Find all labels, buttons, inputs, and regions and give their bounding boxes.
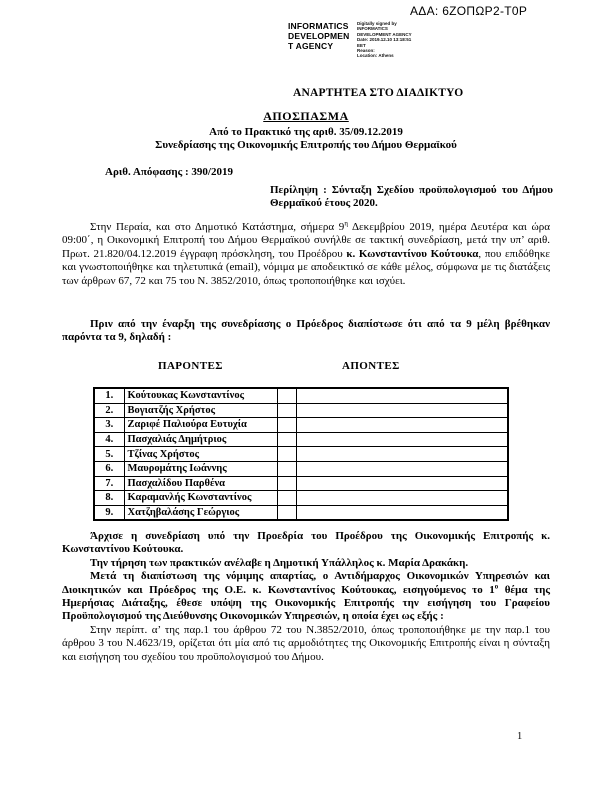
agenda-paragraph: Μετά τη διαπίστωση της νόμιμης απαρτίας, ο Αντιδήμαρχος Οικονομικών Υπηρεσιών και Διοικητικών και Πρόεδρος της Ο.Ε. κ. Κωνσταντίνος Κούτουκας, εισηγούμενος το $1^o$ θέμα της Ημερήσιας Διάταξης, έθεσε υπόψη της Οικονομικής Επιτροπής την εισήγηση του Γραφείου Προϋπολογισμού της Διεύθυνσης Οικονομικών Υπηρεσιών, η οποία έχει ως εξής : bbox=[62, 570, 550, 623]
member-name: Ζαριφέ Παλιούρα Ευτυχία bbox=[124, 418, 277, 433]
member-name: Κούτουκας Κωνσταντίνος bbox=[124, 388, 277, 403]
absent-cell bbox=[296, 388, 508, 403]
member-number: 7. bbox=[94, 476, 124, 491]
table-row bbox=[94, 432, 508, 447]
member-number: 5. bbox=[94, 447, 124, 462]
member-name: Πασχαλίδου Παρθένα bbox=[124, 476, 277, 491]
present-mark-cell bbox=[277, 461, 296, 476]
decision-number: Αριθ. Απόφασης : 390/2019 bbox=[105, 166, 233, 178]
committee-line: Συνεδρίασης της Οικονομικής Επιτροπής του Δήμου Θερμαϊκού bbox=[155, 139, 457, 152]
absent-cell bbox=[296, 505, 508, 520]
present-mark-cell bbox=[277, 432, 296, 447]
table-row bbox=[94, 476, 508, 491]
page-number: 1 bbox=[517, 731, 523, 742]
signature-agency-name bbox=[288, 21, 352, 59]
present-mark-cell bbox=[277, 418, 296, 433]
present-mark-cell bbox=[277, 476, 296, 491]
present-mark-cell bbox=[277, 505, 296, 520]
absent-cell bbox=[296, 491, 508, 506]
member-number: 6. bbox=[94, 461, 124, 476]
quorum-paragraph: Πριν από την έναρξη της συνεδρίασης ο Πρόεδρος διαπίστωσε ότι από τα 9 μέλη βρέθηκαν παρόντα τα 9, δηλαδή : bbox=[62, 318, 550, 344]
document-title: ΑΠΟΣΠΑΣΜΑ bbox=[263, 109, 349, 123]
digital-signature-stamp bbox=[288, 21, 419, 59]
signature-detail-line: Digitally signed by bbox=[357, 21, 397, 26]
absent-header: ΑΠΟΝΤΕΣ bbox=[342, 360, 400, 372]
member-number: 8. bbox=[94, 491, 124, 506]
absent-cell bbox=[296, 432, 508, 447]
agency-name-line: INFORMATICS bbox=[288, 21, 349, 31]
table-row bbox=[94, 418, 508, 433]
absent-cell bbox=[296, 403, 508, 418]
publication-notice: ΑΝΑΡΤΗΤΕΑ ΣΤΟ ΔΙΑΔΙΚΤΥΟ bbox=[293, 87, 464, 99]
agency-name-line: T AGENCY bbox=[288, 41, 334, 51]
present-mark-cell bbox=[277, 447, 296, 462]
member-number: 4. bbox=[94, 432, 124, 447]
signature-detail-line: DEVELOPMENT AGENCY bbox=[357, 31, 412, 37]
secretary-paragraph: Την τήρηση των πρακτικών ανέλαβε η Δημοτική Υπάλληλος κ. Μαρία Δρακάκη. bbox=[90, 556, 469, 569]
member-name: Βογιατζής Χρήστος bbox=[124, 403, 277, 418]
absent-cell bbox=[296, 418, 508, 433]
present-mark-cell bbox=[277, 491, 296, 506]
signature-detail-line: Reason: bbox=[357, 48, 375, 54]
table-row bbox=[94, 388, 508, 403]
absent-cell bbox=[296, 447, 508, 462]
member-name: Πασχαλιάς Δημήτριος bbox=[124, 432, 277, 447]
member-name: Μαυρομάτης Ιωάννης bbox=[124, 461, 277, 476]
minutes-reference: Από το Πρακτικό της αριθ. 35/09.12.2019 bbox=[209, 126, 403, 138]
table-row bbox=[94, 505, 508, 520]
table-row bbox=[94, 447, 508, 462]
member-number: 9. bbox=[94, 505, 124, 520]
members-table bbox=[93, 387, 509, 521]
signature-detail-line: Date: 2019.12.10 13:18:51 bbox=[357, 37, 412, 43]
member-number: 2. bbox=[94, 403, 124, 418]
agency-name-line: DEVELOPMEN bbox=[288, 31, 350, 41]
post-table-paragraphs bbox=[62, 530, 550, 664]
signature-detail-line: INFORMATICS bbox=[357, 26, 388, 32]
ada-code: ΑΔΑ: 6ΖΟΠΩΡ2-Τ0Ρ bbox=[410, 4, 528, 18]
signature-detail-line: EET bbox=[357, 42, 366, 48]
absent-cell bbox=[296, 461, 508, 476]
decision-summary: Περίληψη : Σύνταξη Σχεδίου προϋπολογισμού του Δήμου Θερμαϊκού έτους 2020. bbox=[270, 184, 553, 210]
member-name: Καραμανλής Κωνσταντίνος bbox=[124, 491, 277, 506]
member-number: 3. bbox=[94, 418, 124, 433]
table-row bbox=[94, 403, 508, 418]
signature-detail-line: Location: Athens bbox=[357, 53, 394, 59]
signature-details bbox=[357, 21, 419, 59]
document-header bbox=[62, 109, 550, 153]
table-row bbox=[94, 461, 508, 476]
member-name: Χατζηβαλάσης Γεώργιος bbox=[124, 505, 277, 520]
member-name: Τζίνας Χρήστος bbox=[124, 447, 277, 462]
absent-cell bbox=[296, 476, 508, 491]
session-opened-paragraph: Άρχισε η συνεδρίαση υπό την Προεδρία του Προέδρου της Οικονομικής Επιτροπής κ. Κωνσταντίνου Κούτουκα. bbox=[62, 530, 550, 556]
present-mark-cell bbox=[277, 403, 296, 418]
table-row bbox=[94, 491, 508, 506]
intro-paragraph: Στην Περαία, και στο Δημοτικό Κατάστημα, σήμερα $9^\eta$ Δεκεμβρίου 2019, ημέρα Δευτέρα και ώρα 09:00΄, η Οικονομική Επιτροπή του Δήμου Θερμαϊκού συνήλθε σε τακτική συνεδρίαση, μετά την υπ’ αριθ. Πρωτ. 21.820/04.12.2019 έγγραφη πρόσκληση, του Προέδρου κ. Κωνσταντίνου Κούτουκα, που επιδόθηκε και γνωστοποιήθηκε και τηλετυπικά (email), νόμιμα με αποδεικτικό σε κάθε μέλος, σύμφωνα με τις διατάξεις των άρθρων 67, 72 και 75 του Ν. 3852/2010, όπως τροποποιήθηκε και ισχύει. bbox=[62, 220, 550, 287]
present-mark-cell bbox=[277, 388, 296, 403]
member-number: 1. bbox=[94, 388, 124, 403]
present-header: ΠΑΡΟΝΤΕΣ bbox=[158, 360, 223, 372]
legal-basis-paragraph: Στην περίπτ. α’ της παρ.1 του άρθρου 72 του Ν.3852/2010, όπως τροποποιήθηκε με την παρ.1 του άρθρου 3 του Ν.4623/19, ορίζεται ότι μία από τις αρμοδιότητες της Οικονομικής Επιτροπής είναι η σύνταξη και εισήγηση του σχεδίου του προϋπολογισμού του Δήμου. bbox=[62, 623, 550, 663]
